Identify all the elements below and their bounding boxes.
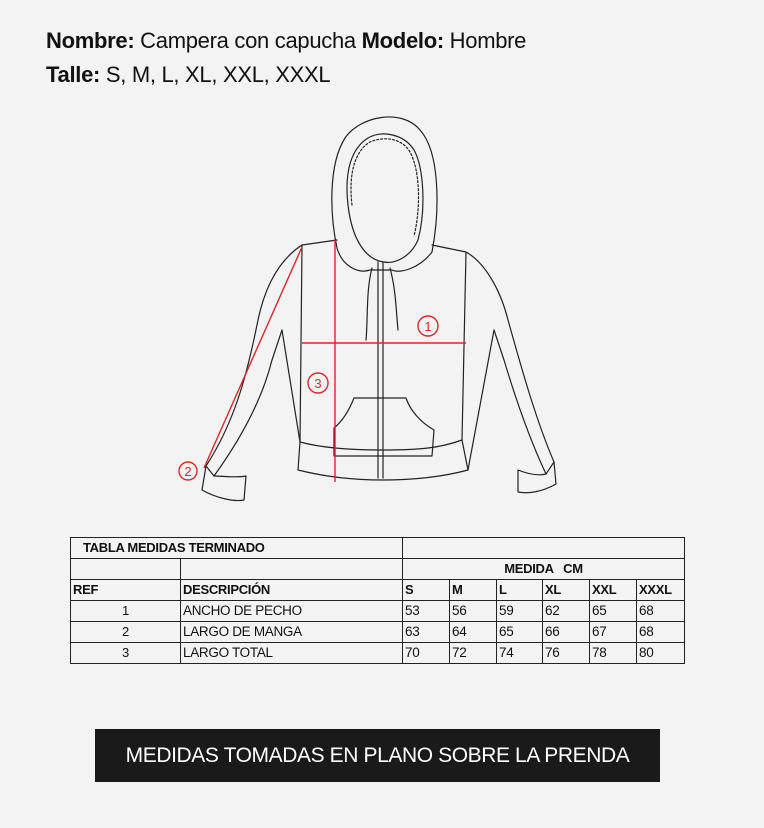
size-table bbox=[70, 537, 685, 664]
table-row bbox=[71, 622, 685, 643]
table-title: TABLA MEDIDAS TERMINADO bbox=[71, 538, 403, 559]
row-desc: LARGO DE MANGA bbox=[181, 622, 403, 643]
unit-header: MEDIDA CM bbox=[403, 559, 685, 580]
row-value: 53 bbox=[403, 601, 450, 622]
size-label: Talle: bbox=[46, 62, 101, 87]
size-header-m: M bbox=[450, 580, 497, 601]
row-value: 65 bbox=[497, 622, 543, 643]
measurement-note-banner bbox=[95, 729, 660, 782]
row-desc: LARGO TOTAL bbox=[181, 643, 403, 664]
row-value: 67 bbox=[590, 622, 637, 643]
row-desc: ANCHO DE PECHO bbox=[181, 601, 403, 622]
row-value: 78 bbox=[590, 643, 637, 664]
row-value: 63 bbox=[403, 622, 450, 643]
marker-3: 3 bbox=[314, 376, 322, 391]
table-row bbox=[71, 643, 685, 664]
row-ref: 3 bbox=[71, 643, 181, 664]
row-ref: 1 bbox=[71, 601, 181, 622]
hood-stitch bbox=[351, 139, 419, 236]
size-line bbox=[46, 58, 526, 92]
zipper bbox=[378, 262, 383, 478]
name-value: Campera con capucha bbox=[140, 28, 356, 53]
size-header-l: L bbox=[497, 580, 543, 601]
size-value: S, M, L, XL, XXL, XXXL bbox=[105, 62, 331, 87]
table-header-row bbox=[71, 580, 685, 601]
row-value: 62 bbox=[543, 601, 590, 622]
row-value: 64 bbox=[450, 622, 497, 643]
kangaroo-pocket bbox=[334, 398, 434, 456]
drawstring-left bbox=[366, 268, 372, 340]
col-desc-header: DESCRIPCIÓN bbox=[181, 580, 403, 601]
row-value: 80 bbox=[637, 643, 685, 664]
row-value: 56 bbox=[450, 601, 497, 622]
table-row bbox=[71, 601, 685, 622]
banner-text: MEDIDAS TOMADAS EN PLANO SOBRE LA PRENDA bbox=[125, 743, 630, 767]
row-value: 76 bbox=[543, 643, 590, 664]
size-header-xl: XL bbox=[543, 580, 590, 601]
name-line bbox=[46, 24, 526, 58]
marker-2: 2 bbox=[184, 464, 192, 479]
right-sleeve bbox=[466, 252, 554, 474]
product-header bbox=[46, 24, 526, 92]
row-value: 68 bbox=[637, 601, 685, 622]
size-header-xxxl: XXXL bbox=[637, 580, 685, 601]
size-header-xxl: XXL bbox=[590, 580, 637, 601]
drawstring-right bbox=[390, 268, 398, 330]
hoodie-diagram bbox=[160, 105, 580, 505]
marker-1: 1 bbox=[424, 319, 432, 334]
row-value: 65 bbox=[590, 601, 637, 622]
left-cuff bbox=[202, 466, 246, 501]
row-value: 68 bbox=[637, 622, 685, 643]
row-value: 66 bbox=[543, 622, 590, 643]
model-label: Modelo: bbox=[361, 28, 444, 53]
row-value: 72 bbox=[450, 643, 497, 664]
row-value: 74 bbox=[497, 643, 543, 664]
sleeve-measure-line bbox=[204, 247, 302, 468]
row-value: 70 bbox=[403, 643, 450, 664]
col-ref-header: REF bbox=[71, 580, 181, 601]
model-value: Hombre bbox=[449, 28, 527, 53]
name-label: Nombre: bbox=[46, 28, 135, 53]
row-ref: 2 bbox=[71, 622, 181, 643]
row-value: 59 bbox=[497, 601, 543, 622]
size-header-s: S bbox=[403, 580, 450, 601]
